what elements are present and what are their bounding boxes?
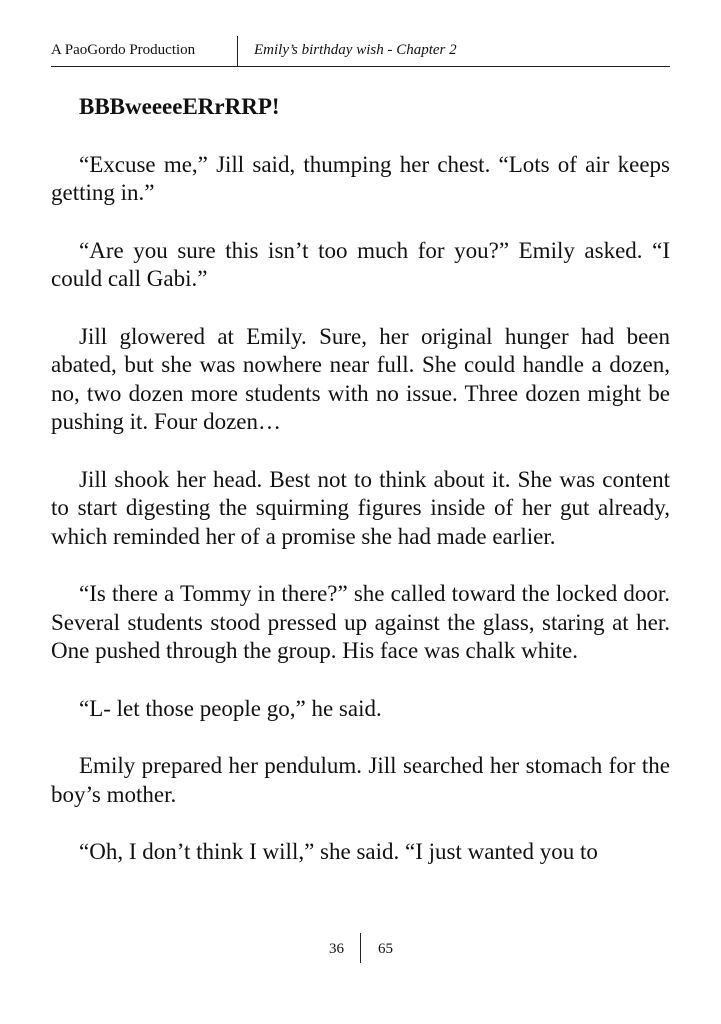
paragraph: Jill shook her head. Best not to think about it. She was content to start digesting the squirming figures inside of her gut already, which reminded her of a promise she had made earlier.: [51, 466, 670, 549]
running-header: [51, 36, 670, 67]
paragraph: “Excuse me,” Jill said, thumping her chest. “Lots of air keeps getting in.”: [51, 151, 670, 205]
header-divider: [237, 36, 238, 66]
paragraph: Jill glowered at Emily. Sure, her original hunger had been abated, but she was nowhere near full. She could handle a dozen, no, two dozen more students with no issue. Three dozen might be pushing it. Four dozen…: [51, 323, 670, 434]
current-page-number: 36: [329, 941, 344, 957]
paragraph: Emily prepared her pendulum. Jill searched her stomach for the boy’s mother.: [51, 753, 670, 807]
paragraph: “Is there a Tommy in there?” she called toward the locked door. Several students stood pressed up against the glass, staring at her. One pushed through the group. His face was chalk white.: [51, 581, 670, 663]
header-chapter-title: Emily’s birthday wish - Chapter 2: [254, 42, 457, 58]
header-production-credit: A PaoGordo Production: [51, 42, 196, 58]
page-footer: [0, 933, 721, 963]
paragraph: “Oh, I don’t think I will,” she said. “I just wanted you to: [79, 839, 598, 864]
page-body: [51, 93, 670, 896]
footer-divider: [360, 933, 361, 963]
paragraph: “L- let those people go,” he said.: [79, 695, 382, 721]
total-pages: 65: [378, 941, 393, 957]
paragraph: “Are you sure this isn’t too much for you?” Emily asked. “I could call Gabi.”: [51, 237, 670, 291]
paragraph-sound-effect: BBBweeeeERrRRP!: [79, 94, 280, 119]
